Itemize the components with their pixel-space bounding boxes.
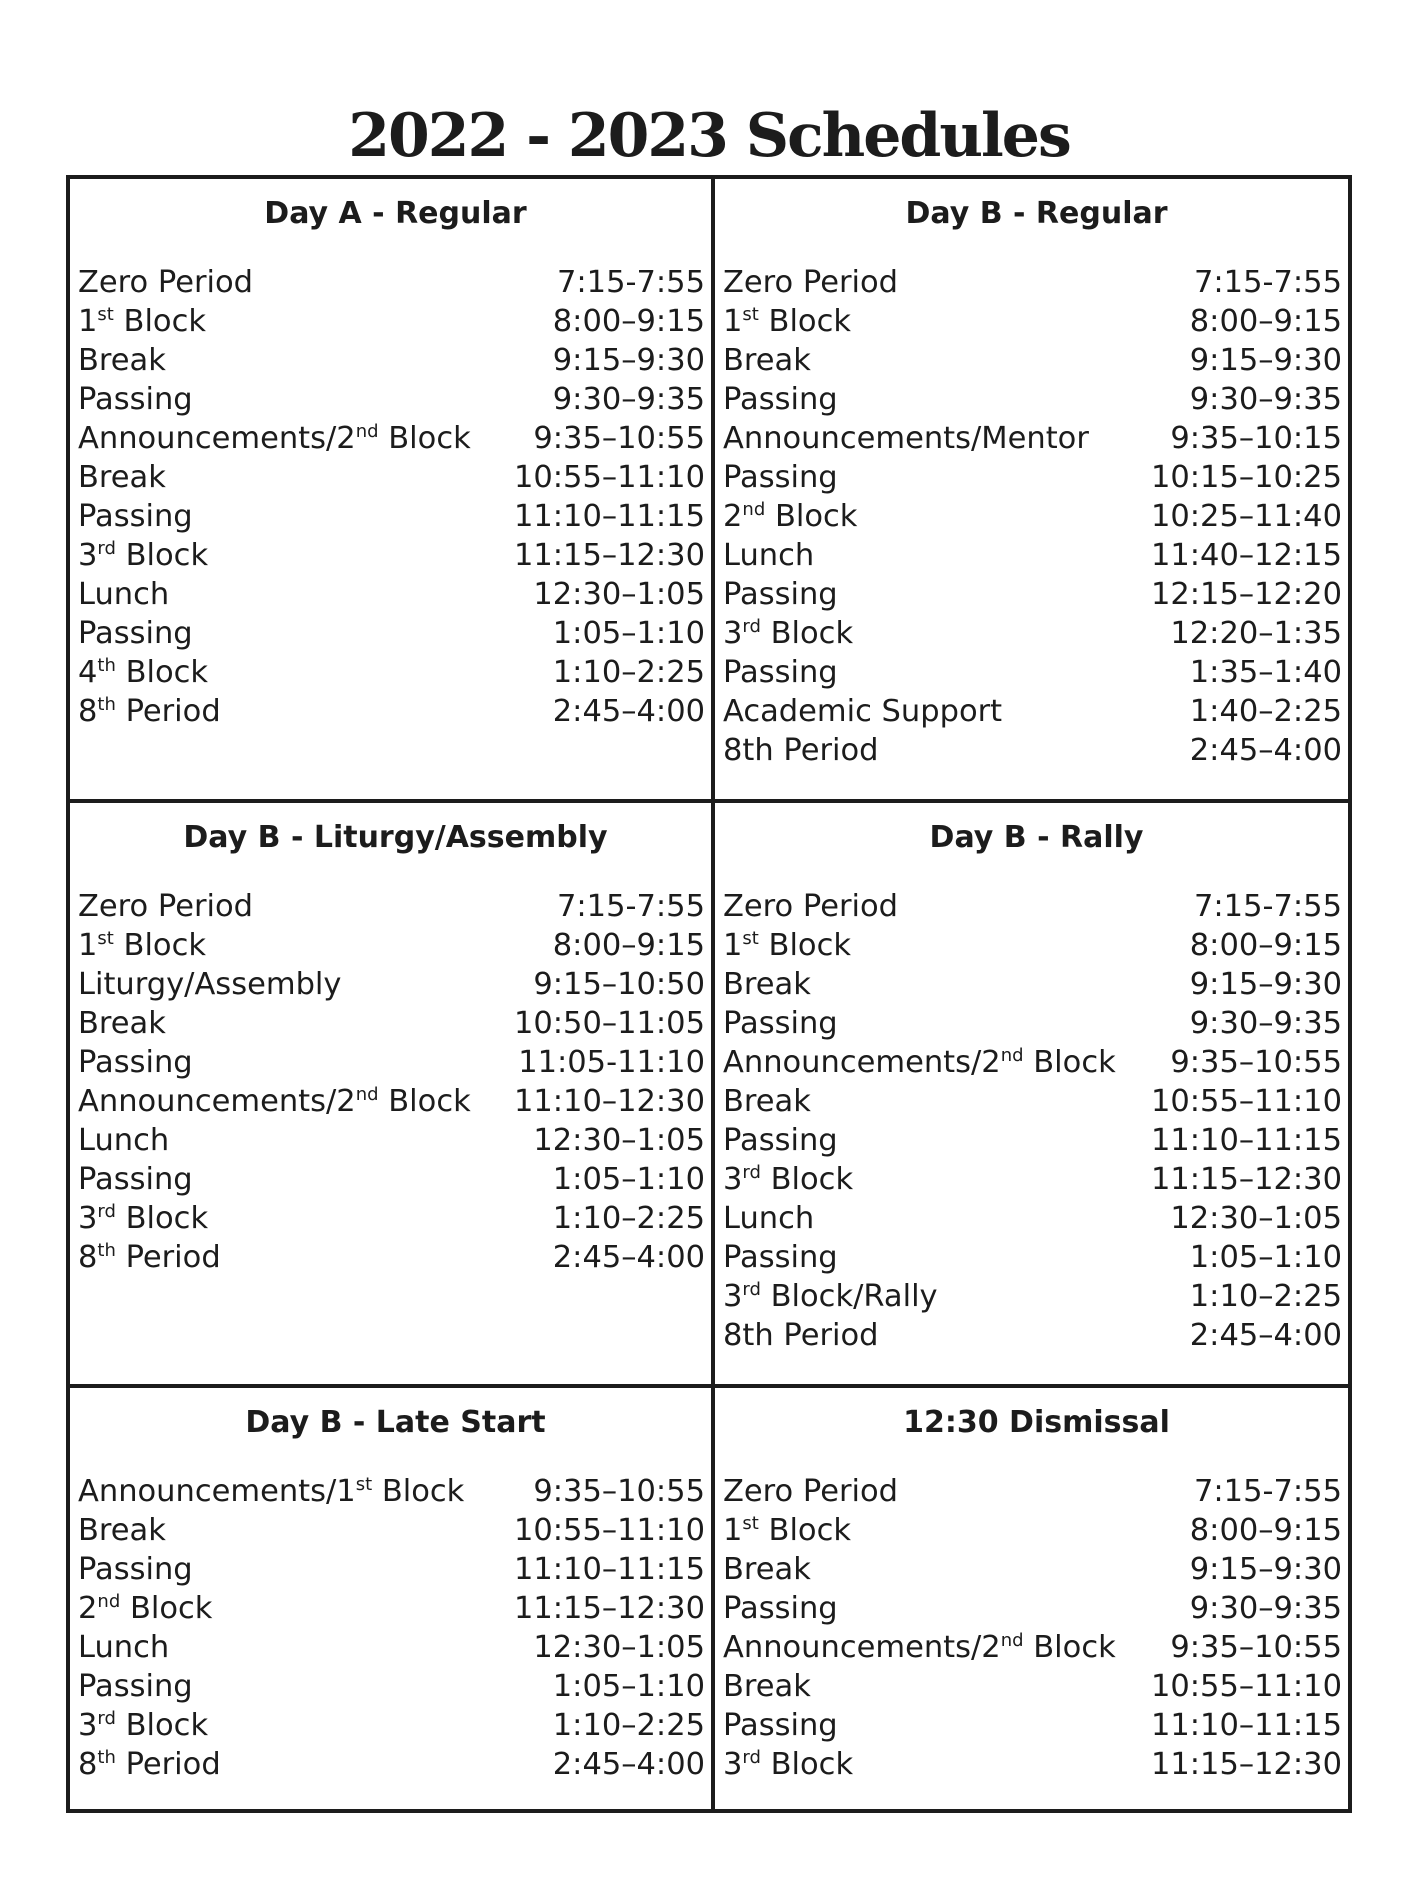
- period-label: Break: [723, 1552, 811, 1587]
- schedule-row: [723, 1706, 1342, 1745]
- period-label: Passing: [723, 382, 838, 417]
- schedule-row: [78, 1589, 705, 1628]
- schedule-title: 12:30 Dismissal: [903, 1405, 1170, 1440]
- schedule-1230-dismissal: [715, 1388, 1348, 1809]
- schedule-row: [78, 1160, 705, 1199]
- schedule-row: [723, 1667, 1342, 1706]
- period-label: Passing: [78, 1669, 193, 1704]
- schedule-row: [78, 341, 705, 380]
- schedule-row: [723, 1199, 1342, 1238]
- schedule-row: [723, 731, 1342, 770]
- period-time: 9:35–10:55: [1170, 1045, 1342, 1080]
- period-label: Passing: [78, 1162, 193, 1197]
- period-label: 1st Block: [723, 1513, 852, 1548]
- schedule-row: [723, 1550, 1342, 1589]
- schedule-row: [723, 380, 1342, 419]
- period-label: 1st Block: [723, 304, 852, 339]
- period-time: 7:15-7:55: [557, 889, 705, 924]
- schedule-row: [78, 1628, 705, 1667]
- schedule-row: [723, 965, 1342, 1004]
- schedule-row: [78, 1706, 705, 1745]
- schedule-row: [78, 692, 705, 731]
- period-label: 8th Period: [78, 1747, 221, 1782]
- schedule-row: [78, 1472, 705, 1511]
- period-time: 11:15–12:30: [513, 1591, 705, 1626]
- period-time: 10:15–10:25: [1150, 460, 1342, 495]
- schedule-row: [723, 1472, 1342, 1511]
- schedule-row: [723, 1121, 1342, 1160]
- schedule-day-b-regular: [715, 179, 1348, 799]
- period-time: 10:50–11:05: [513, 1006, 705, 1041]
- period-time: 8:00–9:15: [1189, 1513, 1342, 1548]
- schedule-row: [723, 419, 1342, 458]
- period-label: Passing: [723, 1240, 838, 1275]
- schedule-row: [723, 458, 1342, 497]
- schedule-row: [78, 965, 705, 1004]
- schedule-title: Day B - Late Start: [245, 1405, 546, 1440]
- schedule-row: [723, 653, 1342, 692]
- schedule-title: Day B - Liturgy/Assembly: [183, 820, 608, 855]
- period-label: 3rd Block: [78, 1201, 209, 1236]
- period-label: 3rd Block/Rally: [723, 1279, 938, 1314]
- period-label: Passing: [78, 616, 193, 651]
- period-time: 10:25–11:40: [1150, 499, 1342, 534]
- schedule-grid: [66, 175, 1352, 1813]
- period-time: 12:30–1:05: [1170, 1201, 1342, 1236]
- period-label: 8th Period: [78, 1240, 221, 1275]
- period-time: 7:15-7:55: [557, 265, 705, 300]
- schedule-row: [78, 380, 705, 419]
- period-time: 9:35–10:15: [1170, 421, 1342, 456]
- period-label: 8th Period: [78, 694, 221, 729]
- schedule-row: [78, 1511, 705, 1550]
- period-time: 12:15–12:20: [1150, 577, 1342, 612]
- schedule-row: [723, 302, 1342, 341]
- period-time: 12:30–1:05: [533, 1123, 705, 1158]
- schedule-row: [723, 263, 1342, 302]
- period-time: 8:00–9:15: [552, 304, 705, 339]
- period-time: 11:15–12:30: [1150, 1162, 1342, 1197]
- period-time: 2:45–4:00: [1189, 733, 1342, 768]
- period-label: Break: [78, 460, 166, 495]
- period-time: 1:05–1:10: [552, 1162, 705, 1197]
- period-time: 11:10–11:15: [1150, 1123, 1342, 1158]
- period-label: 1st Block: [723, 928, 852, 963]
- period-label: 1st Block: [78, 304, 207, 339]
- period-label: Passing: [723, 577, 838, 612]
- page-title: 2022 - 2023 Schedules: [348, 101, 1070, 171]
- period-label: Break: [78, 1513, 166, 1548]
- period-time: 12:30–1:05: [533, 577, 705, 612]
- schedule-row: [78, 614, 705, 653]
- period-time: 1:05–1:10: [552, 616, 705, 651]
- period-label: Break: [723, 1084, 811, 1119]
- period-label: Break: [78, 343, 166, 378]
- schedule-row: [723, 1160, 1342, 1199]
- period-time: 11:40–12:15: [1150, 538, 1342, 573]
- schedule-row: [78, 1121, 705, 1160]
- schedule-row: [723, 1316, 1342, 1355]
- period-label: Passing: [723, 1123, 838, 1158]
- period-label: 8th Period: [723, 733, 879, 768]
- schedule-row: [723, 1238, 1342, 1277]
- period-time: 10:55–11:10: [1150, 1669, 1342, 1704]
- period-time: 10:55–11:10: [513, 1513, 705, 1548]
- period-label: Break: [78, 1006, 166, 1041]
- period-label: 3rd Block: [78, 538, 209, 573]
- period-time: 9:30–9:35: [1189, 382, 1342, 417]
- period-label: 8th Period: [723, 1318, 879, 1353]
- schedule-row: [723, 1043, 1342, 1082]
- schedule-row: [78, 1238, 705, 1277]
- schedule-row: [78, 458, 705, 497]
- period-time: 11:05-11:10: [518, 1045, 705, 1080]
- period-time: 9:30–9:35: [1189, 1006, 1342, 1041]
- period-label: Announcements/2nd Block: [78, 421, 471, 456]
- period-label: Break: [723, 343, 811, 378]
- period-time: 9:15–9:30: [1189, 967, 1342, 1002]
- schedule-row: [723, 926, 1342, 965]
- schedule-rows: [70, 263, 711, 731]
- period-label: 2nd Block: [723, 499, 858, 534]
- period-time: 9:30–9:35: [552, 382, 705, 417]
- schedule-row: [78, 263, 705, 302]
- period-time: 11:10–11:15: [513, 499, 705, 534]
- schedule-row: [723, 536, 1342, 575]
- schedule-row: [723, 614, 1342, 653]
- schedule-row: [723, 1082, 1342, 1121]
- period-label: 3rd Block: [723, 1747, 854, 1782]
- period-label: 4th Block: [78, 655, 209, 690]
- schedule-row: [78, 887, 705, 926]
- schedule-title: Day A - Regular: [264, 196, 527, 231]
- schedule-row: [723, 1004, 1342, 1043]
- period-time: 9:15–9:30: [1189, 1552, 1342, 1587]
- period-label: Passing: [723, 655, 838, 690]
- period-label: Lunch: [78, 1123, 170, 1158]
- schedule-row: [723, 575, 1342, 614]
- period-time: 11:10–11:15: [1150, 1708, 1342, 1743]
- period-time: 9:15–9:30: [1189, 343, 1342, 378]
- period-time: 8:00–9:15: [552, 928, 705, 963]
- period-time: 8:00–9:15: [1189, 304, 1342, 339]
- period-label: Zero Period: [78, 889, 253, 924]
- schedule-row: [78, 1745, 705, 1784]
- period-label: Passing: [78, 1045, 193, 1080]
- period-label: Announcements/2nd Block: [78, 1084, 471, 1119]
- period-label: Announcements/Mentor: [723, 421, 1089, 456]
- period-label: 3rd Block: [78, 1708, 209, 1743]
- period-label: Announcements/2nd Block: [723, 1045, 1116, 1080]
- schedule-row: [78, 302, 705, 341]
- period-label: 1st Block: [78, 928, 207, 963]
- period-label: 3rd Block: [723, 1162, 854, 1197]
- period-time: 8:00–9:15: [1189, 928, 1342, 963]
- period-label: Passing: [78, 382, 193, 417]
- schedule-row: [78, 1199, 705, 1238]
- period-label: Zero Period: [78, 265, 253, 300]
- period-label: Passing: [78, 1552, 193, 1587]
- schedule-row: [723, 497, 1342, 536]
- period-label: Lunch: [78, 1630, 170, 1665]
- period-time: 11:10–11:15: [513, 1552, 705, 1587]
- period-time: 2:45–4:00: [552, 1747, 705, 1782]
- period-label: Break: [723, 967, 811, 1002]
- period-label: Announcements/1st Block: [78, 1474, 465, 1509]
- period-label: 2nd Block: [78, 1591, 213, 1626]
- period-time: 2:45–4:00: [552, 1240, 705, 1275]
- period-label: Zero Period: [723, 889, 898, 924]
- period-time: 12:30–1:05: [533, 1630, 705, 1665]
- period-label: Announcements/2nd Block: [723, 1630, 1116, 1665]
- period-label: Lunch: [723, 1201, 815, 1236]
- period-time: 2:45–4:00: [1189, 1318, 1342, 1353]
- period-label: Lunch: [78, 577, 170, 612]
- period-time: 11:10–12:30: [513, 1084, 705, 1119]
- schedule-row: [723, 341, 1342, 380]
- period-time: 1:35–1:40: [1189, 655, 1342, 690]
- period-label: Academic Support: [723, 694, 1003, 729]
- schedule-row: [723, 1628, 1342, 1667]
- period-time: 1:10–2:25: [552, 1201, 705, 1236]
- period-time: 7:15-7:55: [1194, 265, 1342, 300]
- schedule-row: [78, 419, 705, 458]
- period-time: 1:05–1:10: [552, 1669, 705, 1704]
- schedule-rows: [70, 887, 711, 1277]
- period-time: 10:55–11:10: [1150, 1084, 1342, 1119]
- period-time: 9:30–9:35: [1189, 1591, 1342, 1626]
- period-label: Zero Period: [723, 1474, 898, 1509]
- schedule-rows: [715, 263, 1348, 770]
- schedule-day-b-late-start: [70, 1388, 711, 1809]
- schedule-rows: [715, 1472, 1348, 1784]
- period-label: Passing: [723, 1591, 838, 1626]
- period-time: 1:10–2:25: [1189, 1279, 1342, 1314]
- schedule-row: [78, 1004, 705, 1043]
- period-time: 11:15–12:30: [513, 538, 705, 573]
- period-label: Passing: [723, 1708, 838, 1743]
- period-label: 3rd Block: [723, 616, 854, 651]
- period-time: 9:15–9:30: [552, 343, 705, 378]
- period-label: Passing: [723, 460, 838, 495]
- period-time: 9:35–10:55: [533, 421, 705, 456]
- schedule-day-a-regular: [70, 179, 711, 799]
- schedule-row: [78, 1550, 705, 1589]
- period-time: 7:15-7:55: [1194, 1474, 1342, 1509]
- period-label: Passing: [78, 499, 193, 534]
- period-label: Lunch: [723, 538, 815, 573]
- period-time: 11:15–12:30: [1150, 1747, 1342, 1782]
- schedule-row: [78, 653, 705, 692]
- schedule-row: [723, 692, 1342, 731]
- period-time: 1:10–2:25: [552, 1708, 705, 1743]
- schedule-title: Day B - Regular: [905, 196, 1168, 231]
- period-label: Liturgy/Assembly: [78, 967, 342, 1002]
- schedule-row: [723, 1745, 1342, 1784]
- schedule-row: [78, 536, 705, 575]
- schedule-row: [723, 887, 1342, 926]
- schedule-row: [78, 1082, 705, 1121]
- period-time: 12:20–1:35: [1170, 616, 1342, 651]
- period-time: 9:35–10:55: [533, 1474, 705, 1509]
- schedule-row: [78, 1667, 705, 1706]
- schedule-title: Day B - Rally: [929, 820, 1144, 855]
- period-label: Break: [723, 1669, 811, 1704]
- period-label: Zero Period: [723, 265, 898, 300]
- period-time: 1:05–1:10: [1189, 1240, 1342, 1275]
- period-label: Passing: [723, 1006, 838, 1041]
- schedule-day-b-rally: [715, 803, 1348, 1384]
- schedule-rows: [715, 887, 1348, 1355]
- period-time: 9:15–10:50: [533, 967, 705, 1002]
- schedule-row: [723, 1589, 1342, 1628]
- schedule-rows: [70, 1472, 711, 1784]
- schedule-row: [78, 575, 705, 614]
- period-time: 9:35–10:55: [1170, 1630, 1342, 1665]
- period-time: 1:10–2:25: [552, 655, 705, 690]
- period-time: 1:40–2:25: [1189, 694, 1342, 729]
- period-time: 10:55–11:10: [513, 460, 705, 495]
- period-time: 7:15-7:55: [1194, 889, 1342, 924]
- schedule-row: [78, 497, 705, 536]
- schedule-row: [723, 1277, 1342, 1316]
- schedule-row: [78, 1043, 705, 1082]
- schedule-day-b-liturgy-assembly: [70, 803, 711, 1384]
- schedule-row: [723, 1511, 1342, 1550]
- schedule-row: [78, 926, 705, 965]
- period-time: 2:45–4:00: [552, 694, 705, 729]
